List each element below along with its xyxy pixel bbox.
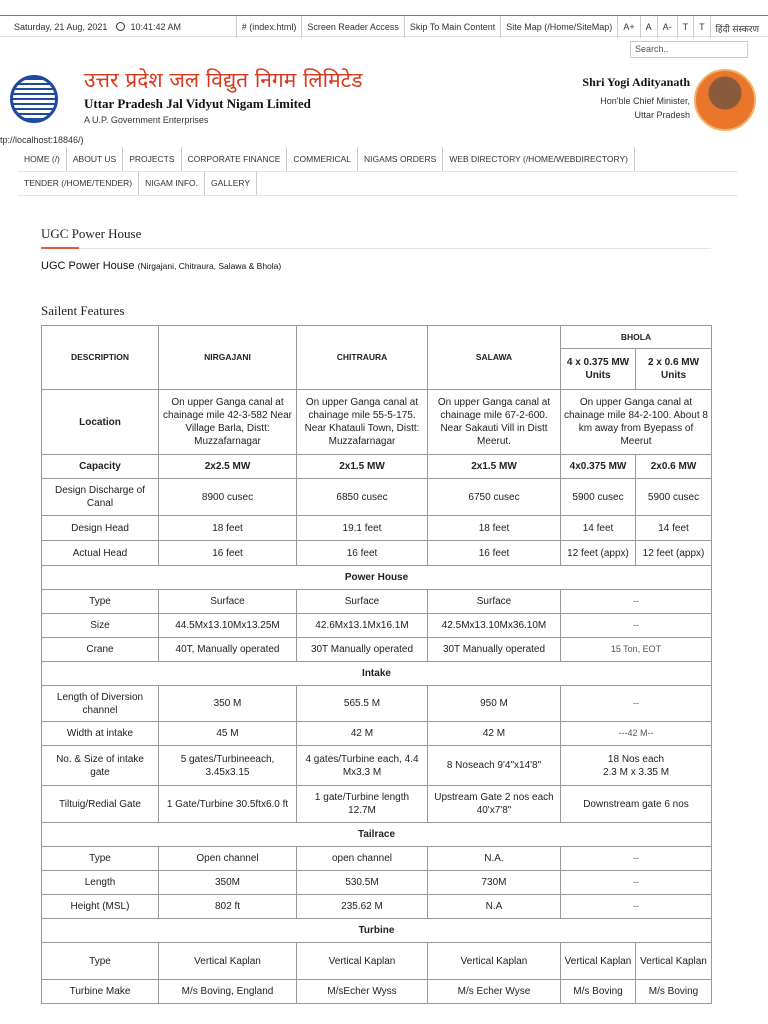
table-cell: M/s Boving [561,980,636,1004]
table-cell: Upstream Gate 2 nos each 40'x7'8" [428,786,561,823]
table-cell: Vertical Kaplan [428,943,561,980]
section-tailrace: Tailrace [42,823,712,847]
table-cell: 12 feet (appx) [561,541,636,566]
home-link[interactable]: # (index.html) [236,16,302,38]
table-cell [561,746,712,786]
theme-dark-button[interactable]: T [693,16,710,38]
salient-features-table [41,325,712,1004]
clock-icon [116,22,125,31]
table-row [42,895,712,919]
row-label: Length [42,871,159,895]
nav-gallery[interactable]: GALLERY [205,171,257,195]
table-cell: 730M [428,871,561,895]
table-row [42,614,712,638]
table-cell: M/s Boving [636,980,712,1004]
table-row [42,686,712,722]
table-cell: Vertical Kaplan [561,943,636,980]
table-row [42,455,712,479]
page-title-accent [41,247,79,249]
section-row [42,823,712,847]
font-increase-button[interactable]: A+ [617,16,639,38]
table-cell: 565.5 M [297,686,428,722]
table-cell: N.A [428,895,561,919]
site-subtitle: A U.P. Government Enterprises [84,115,209,125]
cm-name: Shri Yogi Adityanath [582,75,690,89]
row-label: Design Discharge of Canal [42,479,159,516]
row-label: Size [42,614,159,638]
table-cell: On upper Ganga canal at chainage mile 84-2-100. About 8 km away from Byepass of Meerut [561,390,712,455]
section-power-house: Power House [42,566,712,590]
features-title: Sailent Features [41,303,125,318]
table-cell: 8 Noseach 9'4"x14'8" [428,746,561,786]
table-cell: 530.5M [297,871,428,895]
row-label: Type [42,943,159,980]
col-bhola: BHOLA [561,326,712,349]
theme-light-button[interactable]: T [677,16,694,38]
col-nirgajani: NIRGAJANI [159,326,297,390]
time-text: 10:41:42 AM [130,22,181,32]
table-cell: Vertical Kaplan [159,943,297,980]
col-salawa: SALAWA [428,326,561,390]
table-cell: -- [561,686,712,722]
font-decrease-button[interactable]: A- [657,16,677,38]
table-cell: 5 gates/Turbineeach, 3.45x3.15 [159,746,297,786]
row-label: Crane [42,638,159,662]
table-cell: -- [561,871,712,895]
table-cell: -- [561,895,712,919]
row-label: Location [42,390,159,455]
table-cell: M/sEcher Wyss [297,980,428,1004]
top-utility-bar [0,15,768,37]
table-cell: Vertical Kaplan [297,943,428,980]
utility-links [236,16,764,38]
section-subtitle-stations: (Nirgajani, Chitraura, Salawa & Bhola) [137,261,282,271]
site-title-english: Uttar Pradesh Jal Vidyut Nigam Limited [84,96,311,111]
table-row [42,390,712,455]
table-cell: Open channel [159,847,297,871]
table-cell: open channel [297,847,428,871]
section-subtitle-main: UGC Power House [41,260,135,272]
table-cell: 4 gates/Turbine each, 4.4 Mx3.3 M [297,746,428,786]
section-row [42,566,712,590]
table-cell: 950 M [428,686,561,722]
row-label: Capacity [42,455,159,479]
table-cell: 42.5Mx13.10Mx36.10M [428,614,561,638]
table-cell: 16 feet [297,541,428,566]
table-cell: 802 ft [159,895,297,919]
table-cell: 235.62 M [297,895,428,919]
table-cell: 5900 cusec [636,479,712,516]
table-cell: 44.5Mx13.10Mx13.25M [159,614,297,638]
table-cell: 6750 cusec [428,479,561,516]
table-row [42,943,712,980]
table-cell: 14 feet [636,516,712,541]
col-description: DESCRIPTION [42,326,159,390]
table-cell: 42 M [297,722,428,746]
nav-tender[interactable]: TENDER (/HOME/TENDER) [18,171,139,195]
table-cell: 6850 cusec [297,479,428,516]
table-cell: 350M [159,871,297,895]
table-cell: 16 feet [159,541,297,566]
row-label: Type [42,590,159,614]
table-row [42,746,712,786]
table-cell: 15 Ton, EOT [561,638,712,662]
nav-nigams-orders[interactable]: NIGAMS ORDERS [358,147,443,171]
row-label: Length of Diversion channel [42,686,159,722]
table-cell: -- [561,590,712,614]
section-subtitle [41,260,281,272]
table-cell: 42.6Mx13.1Mx16.1M [297,614,428,638]
table-row [42,590,712,614]
nav-projects[interactable]: PROJECTS [123,147,181,171]
nav-commercial[interactable]: COMMERICAL [287,147,358,171]
cell-line: 2.3 M x 3.35 M [602,766,670,778]
main-nav-row-1 [18,147,635,171]
cm-role [570,94,690,122]
table-row [42,479,712,516]
row-label: Actual Head [42,541,159,566]
row-label: Turbine Make [42,980,159,1004]
sitemap-link[interactable]: Site Map (/Home/SiteMap) [500,16,617,38]
table-cell: 8900 cusec [159,479,297,516]
table-cell: 40T, Manually operated [159,638,297,662]
table-cell: N.A. [428,847,561,871]
table-cell: Surface [297,590,428,614]
table-cell: 30T Manually operated [428,638,561,662]
row-label: Type [42,847,159,871]
upjvnl-logo-icon[interactable] [10,75,58,123]
main-nav-row-2 [18,171,257,195]
row-label: No. & Size of intake gate [42,746,159,786]
row-label: Design Head [42,516,159,541]
table-cell: 2x1.5 MW [297,455,428,479]
section-turbine: Turbine [42,919,712,943]
table-cell: 12 feet (appx) [636,541,712,566]
table-cell: 16 feet [428,541,561,566]
hindi-version-link[interactable]: हिंदी संस्करण [710,16,764,38]
cm-role-line-2: Uttar Pradesh [634,110,690,120]
table-cell: ---42 M-- [561,722,712,746]
col-chitraura: CHITRAURA [297,326,428,390]
col-bhola-b: 2 x 0.6 MW Units [636,349,712,390]
table-cell: 4x0.375 MW [561,455,636,479]
table-cell: On upper Ganga canal at chainage mile 42-3-582 Near Village Barla, Distt: Muzzafarnagar [159,390,297,455]
table-cell: -- [561,847,712,871]
table-row [42,786,712,823]
table-cell: 18 feet [159,516,297,541]
section-row [42,662,712,686]
table-cell: 2x1.5 MW [428,455,561,479]
col-bhola-a: 4 x 0.375 MW Units [561,349,636,390]
table-row [42,722,712,746]
table-row [42,541,712,566]
table-cell: Surface [159,590,297,614]
row-label: Tiltuig/Redial Gate [42,786,159,823]
date-text: Saturday, 21 Aug, 2021 [14,22,108,32]
skip-main-link[interactable]: Skip To Main Content [404,16,500,38]
table-row [42,638,712,662]
table-cell: M/s Boving, England [159,980,297,1004]
table-cell: On upper Ganga canal at chainage mile 55-5-175. Near Khatauli Town, Distt: Muzzafarnagar [297,390,428,455]
table-cell: Downstream gate 6 nos [561,786,712,823]
cell-line: 18 Nos each [607,753,665,765]
table-row [42,516,712,541]
search-input[interactable]: Search.. [630,41,748,58]
table-cell: Vertical Kaplan [636,943,712,980]
section-row [42,919,712,943]
nav-divider [18,195,738,196]
site-title-hindi: उत्तर प्रदेश जल विद्युत निगम लिमिटेड [84,68,363,92]
date-time [14,22,181,32]
table-cell: -- [561,614,712,638]
table-row [42,980,712,1004]
table-cell: 30T Manually operated [297,638,428,662]
table-cell: On upper Ganga canal at chainage mile 67-2-600. Near Sakauti Vill in Distt Meerut. [428,390,561,455]
table-cell: 5900 cusec [561,479,636,516]
row-label: Width at intake [42,722,159,746]
table-cell: 42 M [428,722,561,746]
table-header-row [42,326,712,349]
nav-home[interactable]: HOME (/) [18,147,67,171]
table-row [42,847,712,871]
section-intake: Intake [42,662,712,686]
page-title: UGC Power House [41,226,142,241]
screen-reader-link[interactable]: Screen Reader Access [301,16,404,38]
font-normal-button[interactable]: A [640,16,657,38]
table-cell: 14 feet [561,516,636,541]
table-cell: 2x2.5 MW [159,455,297,479]
table-cell: 350 M [159,686,297,722]
table-cell: 19.1 feet [297,516,428,541]
table-cell: 18 feet [428,516,561,541]
row-label: Height (MSL) [42,895,159,919]
cm-role-line-1: Hon'ble Chief Minister, [600,96,690,106]
table-cell: 1 gate/Turbine length 12.7M [297,786,428,823]
table-cell: Surface [428,590,561,614]
nav-corporate-finance[interactable]: CORPORATE FINANCE [182,147,288,171]
nav-nigam-info[interactable]: NIGAM INFO. [139,171,205,195]
table-cell: M/s Echer Wyse [428,980,561,1004]
table-cell: 45 M [159,722,297,746]
table-cell: 1 Gate/Turbine 30.5ftx6.0 ft [159,786,297,823]
home-url-text[interactable]: tp://localhost:18846/) [0,135,84,145]
nav-web-directory[interactable]: WEB DIRECTORY (/HOME/WEBDIRECTORY) [443,147,635,171]
page-title-rule [41,248,711,249]
table-cell: 2x0.6 MW [636,455,712,479]
table-row [42,871,712,895]
cm-avatar [694,69,756,131]
nav-about-us[interactable]: ABOUT US [67,147,123,171]
